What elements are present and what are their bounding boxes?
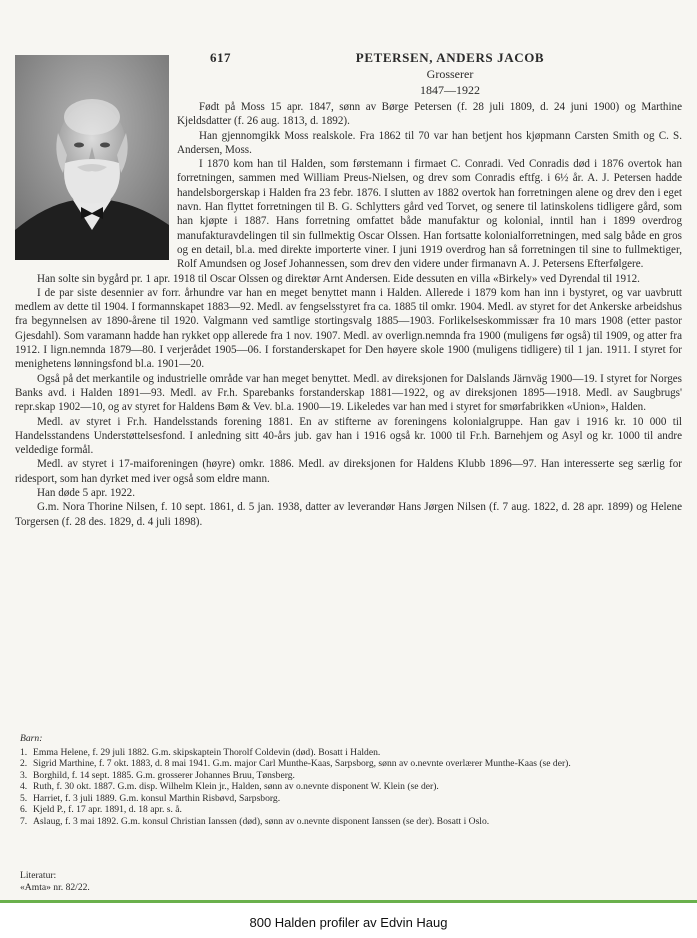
life-years: 1847—1922 [420, 83, 480, 97]
occupation: Grosserer [426, 67, 474, 81]
paragraph-property: Han solte sin bygård pr. 1 apr. 1918 til Oscar Olssen og direktør Arnt Andersen. Eide dessuten en villa «Birkely» ved Dyrendal til 1912. [37, 272, 640, 285]
child-text: Emma Helene, f. 29 juli 1882. G.m. skipskaptein Thorolf Coldevin (død). Bosatt i Halden. [33, 746, 381, 758]
person-name: PETERSEN, ANDERS JACOB [355, 50, 545, 65]
child-item [20, 747, 680, 759]
literature-entry: «Amta» nr. 82/22. [20, 881, 90, 893]
child-number: 5. [20, 792, 28, 804]
literature-label: Literatur: [20, 870, 57, 881]
child-number: 6. [20, 804, 28, 815]
child-text: Borghild, f. 14 sept. 1885. G.m. grosserer Johannes Bruu, Tønsberg. [33, 769, 295, 781]
paragraph-business: I 1870 kom han til Halden, som førstemann i firmaet C. Conradi. Ved Conradis død i 1876 overtok han forretningen, sammen med William Preus-Nielsen, og drev som Conradis eftfg. i 6½ år. A. J. Petersen hadde handelsborgerskap i Halden fra 23 febr. 1876. I slutten av 1882 overtok han forretningen alene og drev den i eget navn. Han flyttet forretningen til B. G. Schlytters gård ved Torvet, og senere til latinskolens tidligere gård, som han kjøpte i 1887. Hans forretning omfattet både manufaktur og kolonial, inntil han i 1899 overdrog manufakturavdelingen til sin fullmektig Oscar Olssen. Han fortsatte kolonialforretningen, med salg både en gros og en detail, bl.a. med direkte importerte viner. I juni 1919 overdrog han så forretningen til sine to fullmektiger, Rolf Amundsen og Josef Johannessen, som drev den videre under firmanavn A. J. Petersens Efterfølgere. [177, 158, 682, 271]
literature-section [20, 870, 420, 893]
child-text: Harriet, f. 3 juli 1889. G.m. konsul Marthin Risbøvd, Sarpsborg. [33, 792, 281, 804]
page-number: 617 [210, 50, 231, 65]
paragraph-death: Han døde 5 apr. 1922. [37, 487, 135, 500]
paragraph-education: Han gjennomgikk Moss realskole. Fra 1862 til 70 var han betjent hos kjøpmann Carsten Smith og C. S. Andersen, Moss. [177, 129, 682, 156]
paragraph-clubs: Medl. av styret i 17-maiforeningen (høyre) omkr. 1886. Medl. av direksjonen for Haldens Klubb 1896—97. Han interesserte seg særlig for ridesport, som han dyrket med iver også som eldre mann. [15, 458, 682, 485]
child-text: Sigrid Marthine, f. 7 okt. 1883, d. 8 mai 1941. G.m. major Carl Munthe-Kaas, Sarpsborg, sønn av o.nevnte overlærer Munthe-Kaas (se der). [33, 758, 571, 769]
child-text: Aslaug, f. 3 mai 1892. G.m. konsul Christian Ianssen (død), sønn av o.nevnte disponent Ianssen (se der). Bosatt i Oslo. [33, 815, 490, 827]
child-item [20, 793, 680, 805]
child-number: 3. [20, 769, 28, 781]
child-number: 2. [20, 758, 28, 769]
paragraph-trade-association: Medl. av styret i Fr.h. Handelsstands forening 1881. En av stifterne av foreningens kolonialgruppe. Han gav i 1916 kr. 10 000 til Handelsstandens Understøttelsesfond. I anledning sitt 40-års jub. gav han i 1916 også kr. 1000 til Fr.h. Barnehjem og Asyl og kr. 1000 til andre veldedige formål. [15, 415, 682, 457]
portrait-float-spacer [15, 100, 177, 262]
child-item [20, 781, 680, 793]
child-text: Ruth, f. 30 okt. 1887. G.m. disp. Wilhelm Klein jr., Halden, sønn av o.nevnte disponent W. Klein (se der). [33, 781, 439, 792]
entry-header [200, 50, 677, 104]
paragraph-commercial: Også på det merkantile og industrielle område var han meget benyttet. Medl. av direksjonen for Dalslands Järnväg 1900—19. I styret for Norges Banks avd. i Halden 1891—93. Medl. av Fr.h. Sparebanks forstanderskap 1881—1922, og av direksjonen 1895—1918. Medl. av Saugbrugs' repr.skap 1902—10, og av styret for Haldens Bøm & Vev. bl.a. 1900—19. Likeledes var han med i styret for smørfabrikken «Union», Halden. [15, 372, 682, 414]
child-text: Kjeld P., f. 17 apr. 1891, d. 18 apr. s. å. [33, 804, 182, 815]
paragraph-civic: I de par siste desennier av forr. århundre var han en meget benyttet mann i Halden. Allerede i 1879 kom han inn i bystyret, og var uavbrutt medlem av dette til 1904. I formannskapet 1883—92. Medl. av fengselsstyret fra ca. 1885 til omkr. 1904. Medl. av styret for det Ankerske arbeidshus fra begynnelsen av 1890-årene til 1920. Valgmann ved samtlige stortingsvalg 1885—1903. Forlikelseskommissær fra 10 mars 1908 (etter pastor Gjesdahl). Som varamann hadde han rykket opp allerede fra 1 nov. 1907. Medl. av overlign.nemnda fra 1900 (muligens før også) til 1909, og atter fra 1912. I lign.nemnda 1879—80. I verjerådet 1905—06. I forstanderskapet for Den høyere skole 1900 (muligens tidligere) til 1 jan. 1911. I styret for menighetens lønningsfond bl.a. 1901—20. [15, 286, 682, 371]
child-number: 7. [20, 815, 28, 827]
biography-text [15, 100, 682, 529]
child-number: 4. [20, 781, 28, 792]
child-item [20, 770, 680, 782]
child-item [20, 804, 680, 816]
child-number: 1. [20, 746, 28, 758]
paragraph-marriage: G.m. Nora Thorine Nilsen, f. 10 sept. 1861, d. 5 jan. 1938, datter av leverandør Hans Jørgen Nilsen (f. 7 aug. 1822, d. 28 apr. 1899) og Helene Torgersen (f. 28 des. 1829, d. 4 juli 1898). [15, 501, 682, 528]
caption-bar [0, 900, 697, 938]
children-list [20, 733, 680, 827]
paragraph-birth: Født på Moss 15 apr. 1847, sønn av Børge Petersen (f. 28 juli 1809, d. 24 juni 1900) og Marthine Kjeldsdatter (f. 26 aug. 1813, d. 1892). [177, 101, 682, 128]
caption-text: 800 Halden profiler av Edvin Haug [249, 915, 448, 930]
child-item [20, 758, 680, 770]
children-label: Barn: [20, 733, 43, 744]
child-item [20, 816, 680, 828]
